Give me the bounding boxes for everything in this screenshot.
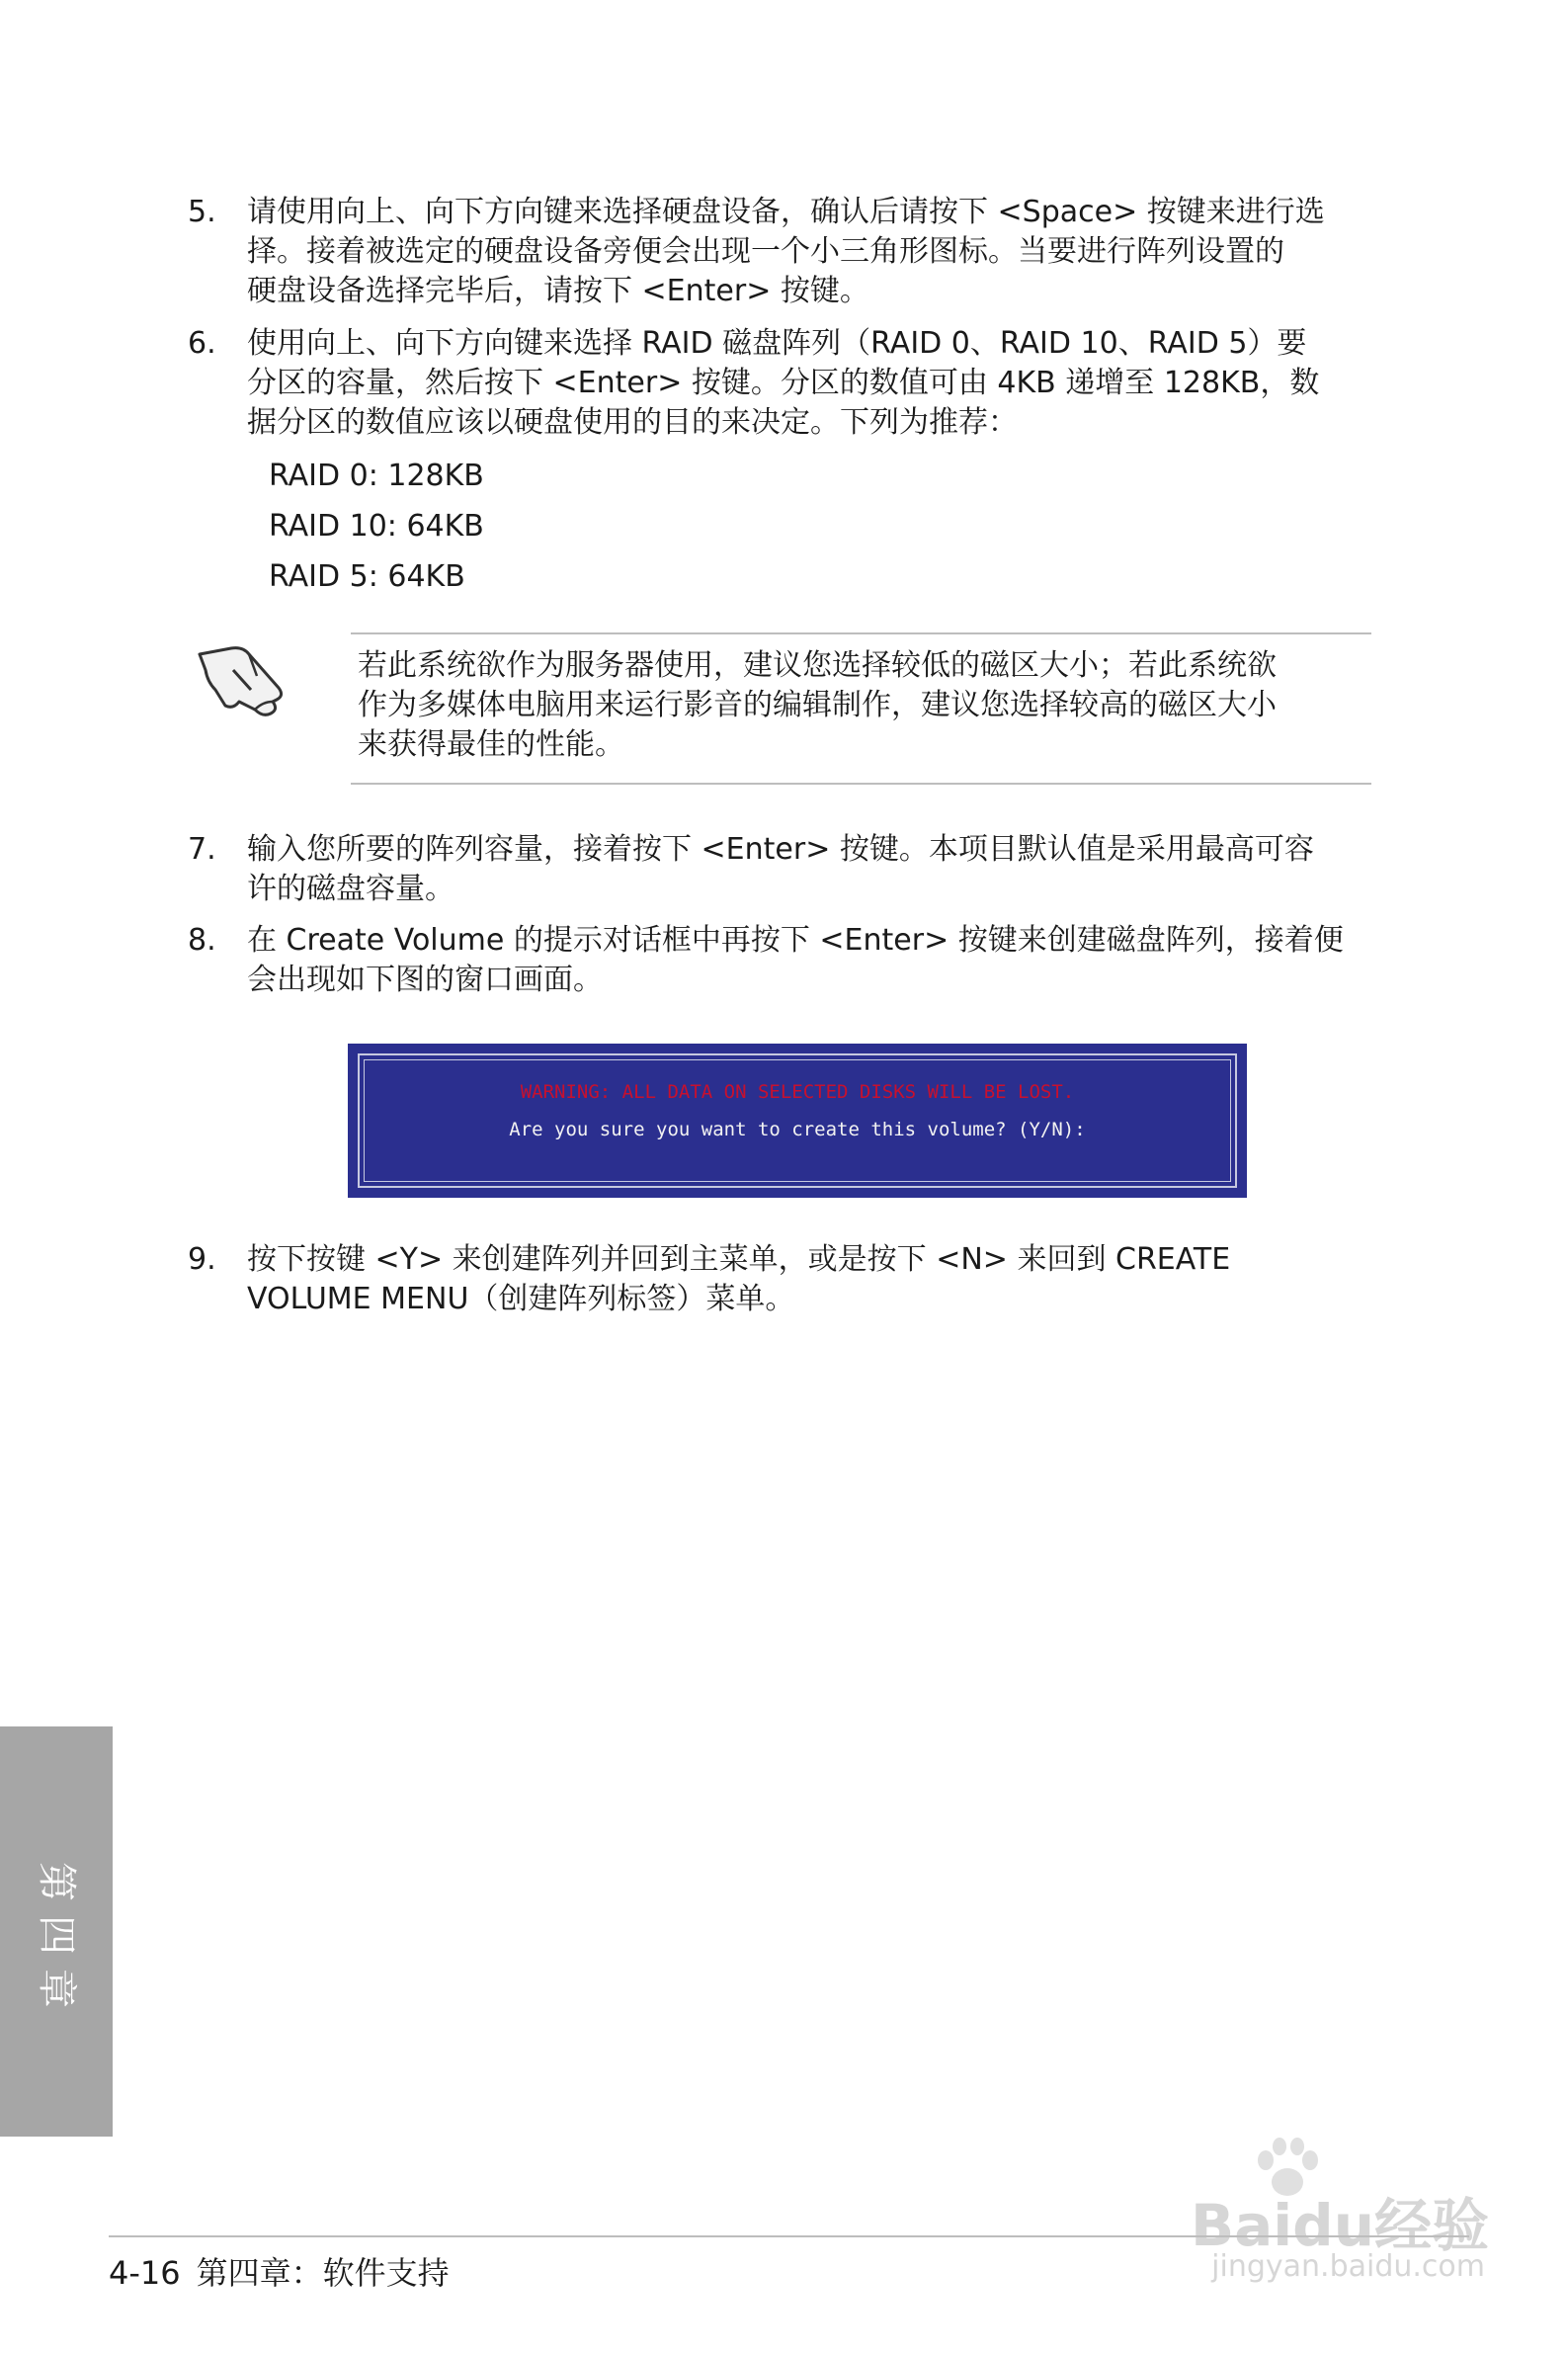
step-text-line: 在 Create Volume 的提示对话框中再按下 <Enter> 按键来创建磁盘阵列，接着便 (247, 923, 1344, 958)
step-number: 8. (188, 923, 216, 958)
page-number: 4-16 (109, 2254, 181, 2292)
step-text-line: 据分区的数值应该以硬盘使用的目的来决定。下列为推荐： (247, 405, 1018, 440)
pointing-hand-icon (194, 640, 292, 719)
step-text-line: 按下按键 <Y> 来创建阵列并回到主菜单，或是按下 <N> 来回到 CREATE (247, 1242, 1231, 1277)
dialog-prompt-text: Are you sure you want to create this volume? (Y/N): (509, 1119, 1086, 1140)
step-text-line: 输入您所要的阵列容量，接着按下 <Enter> 按键。本项目默认值是采用最高可容 (247, 832, 1314, 867)
page-footer (109, 2248, 450, 2294)
step-text-line: 会出现如下图的窗口画面。 (247, 963, 603, 997)
step-text-line: 硬盘设备选择完毕后，请按下 <Enter> 按键。 (247, 274, 869, 308)
recommendation-raid5: RAID 5: 64KB (269, 559, 465, 594)
footer-chapter-title: 第四章：软件支持 (196, 2254, 450, 2292)
step-number: 9. (188, 1242, 216, 1277)
step-text-line: 使用向上、向下方向键来选择 RAID 磁盘阵列（RAID 0、RAID 10、RAID 5）要 (247, 326, 1307, 361)
chapter-tab-char: 章 (34, 1969, 79, 2008)
note-box (351, 632, 1371, 785)
step-text-line: 许的磁盘容量。 (247, 872, 454, 906)
note-line: 来获得最佳的性能。 (358, 727, 624, 762)
create-volume-confirm-dialog (348, 1044, 1247, 1198)
chapter-tab-char: 第 (34, 1862, 79, 1901)
note-line: 若此系统欲作为服务器使用，建议您选择较低的磁区大小；若此系统欲 (358, 648, 1277, 683)
step-number: 6. (188, 326, 216, 361)
watermark-url: jingyan.baidu.com (1211, 2249, 1485, 2284)
footer-divider (109, 2235, 1469, 2237)
note-line: 作为多媒体电脑用来运行影音的编辑制作，建议您选择较高的磁区大小 (358, 688, 1277, 722)
recommendation-raid10: RAID 10: 64KB (269, 509, 484, 544)
step-text-line: 择。接着被选定的硬盘设备旁便会出现一个小三角形图标。当要进行阵列设置的 (247, 234, 1284, 269)
chapter-tab-char: 四 (34, 1915, 79, 1955)
step-text-line: VOLUME MENU（创建阵列标签）菜单。 (247, 1282, 795, 1316)
chapter-tab-label (0, 1855, 113, 2015)
dialog-warning-text: WARNING: ALL DATA ON SELECTED DISKS WILL BE LOST. (520, 1081, 1075, 1103)
step-number: 5. (188, 195, 216, 229)
watermark-brand: Baidu经验 (1190, 2192, 1489, 2259)
step-number: 7. (188, 832, 216, 867)
step-text-line: 请使用向上、向下方向键来选择硬盘设备，确认后请按下 <Space> 按键来进行选 (247, 195, 1325, 229)
step-text-line: 分区的容量，然后按下 <Enter> 按键。分区的数值可由 4KB 递增至 128KB，数 (247, 366, 1320, 400)
baidu-watermark (1094, 2135, 1489, 2293)
chapter-side-tab (0, 1726, 113, 2137)
recommendation-raid0: RAID 0: 128KB (269, 459, 484, 493)
